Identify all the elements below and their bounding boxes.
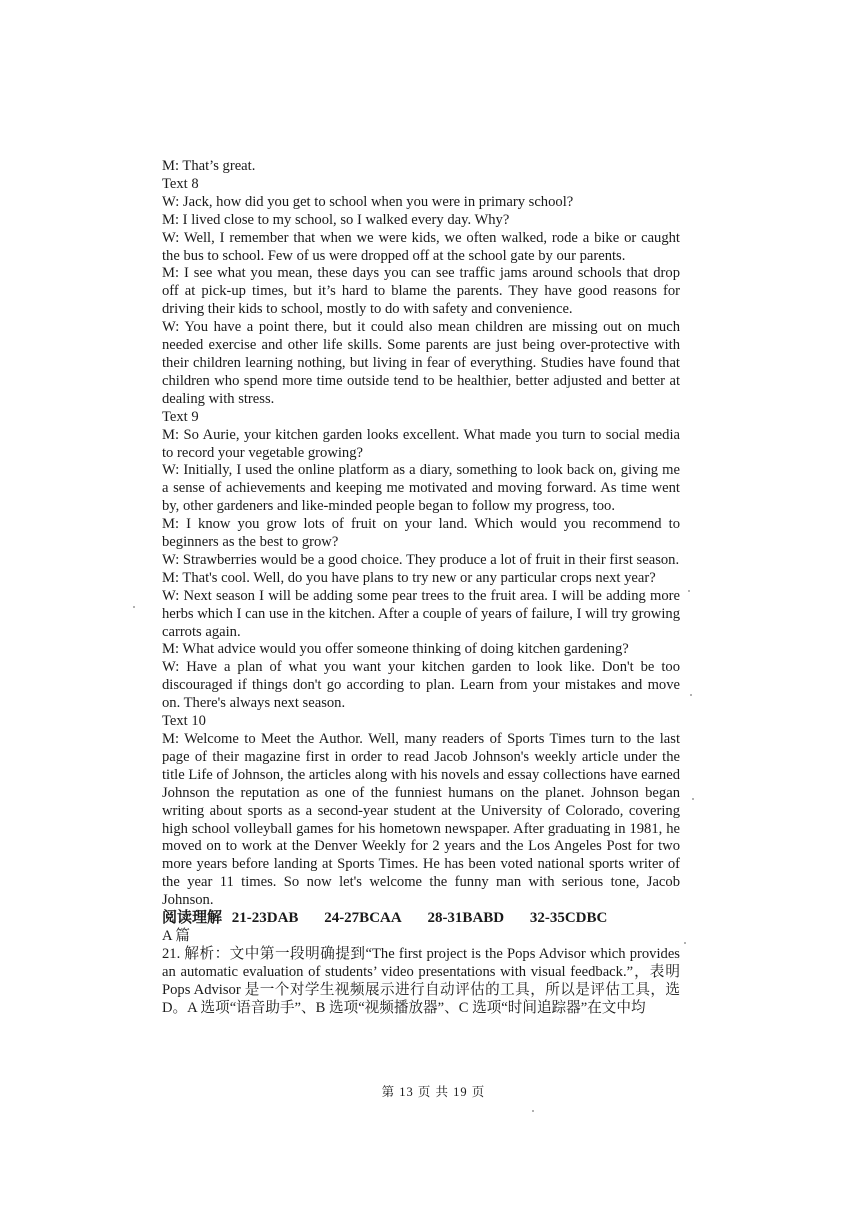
dialogue-line: W: Initially, I used the online platform as a diary, something to look back on, giving me a sense of achievements and keeping me motivated and moving forward. As time went by, other gardeners and like-minded people began to follow my progress, too. [162, 462, 680, 515]
dialogue-line: M: So Aurie, your kitchen garden looks excellent. What made you turn to social media to record your vegetable growing? [162, 426, 680, 461]
dialogue-line: W: Strawberries would be a good choice. They produce a lot of fruit in their first season. [162, 551, 680, 568]
dialogue-line: M: I know you grow lots of fruit on your land. Which would you recommend to beginners as the best to grow? [162, 516, 680, 551]
scan-speck [692, 798, 694, 800]
scan-speck [133, 606, 135, 608]
dialogue-line: M: I lived close to my school, so I walked every day. Why? [162, 211, 510, 228]
document-body [162, 158, 680, 1018]
dialogue-line: W: Have a plan of what you want your kitchen garden to look like. Don't be too discouraged if things don't go according to plan. Learn from your mistakes and move on. There's always next season. [162, 659, 680, 712]
explanation-paragraph: 21. 解析：文中第一段明确提到“The first project is the Pops Advisor which provides an automatic evaluation of students’ video presentations with visual feedback.”，表明 Pops Advisor 是一个对学生视频展示进行自动评估的工具，所以是评估工具，选 D。A 选项“语音助手”、B 选项“视频播放器”、C 选项“时间追踪器”在文中均 [162, 945, 680, 1016]
dialogue-line: W: Jack, how did you get to school when you were in primary school? [162, 193, 574, 210]
text-heading: Text 9 [162, 408, 199, 425]
dialogue-line: M: That's cool. Well, do you have plans to try new or any particular crops next year? [162, 569, 656, 586]
answer-key-label: 阅读理解 [162, 910, 223, 927]
scan-speck [688, 590, 690, 592]
dialogue-line: M: Welcome to Meet the Author. Well, many readers of Sports Times turn to the last page of their magazine first in order to read Jacob Johnson's weekly article under the title Life of Johnson, the articles along with his novels and essay collections have earned Johnson the reputation as one of the funniest humans on the planet. Johnson began writing about sports as a second-year student at the University of Colorado, covering high school volleyball games for his hometown newspaper. After graduating in 1981, he moved on to work at the Denver Weekly for 2 years and the Los Angeles Post for two more years before landing at Sports Times. He has been voted national sports writer of the year 11 times. So now let's welcome the funny man with serious tone, Jacob Johnson. [162, 731, 680, 909]
text-heading: Text 10 [162, 713, 206, 730]
page-number: 第 13 页 共 19 页 [381, 1085, 486, 1099]
answer-key [162, 910, 680, 928]
scan-speck [532, 1110, 534, 1112]
answer-group: 21-23DAB [231, 910, 299, 927]
text-heading: Text 8 [162, 175, 199, 192]
section-heading: A 篇 [162, 927, 190, 944]
dialogue-line: W: Next season I will be adding some pear trees to the fruit area. I will be adding more herbs which I can use in the kitchen. After a couple of years of failure, I will try growing carrots again. [162, 587, 680, 640]
answer-group: 32-35CDBC [529, 910, 608, 927]
answer-group: 24-27BCAA [324, 910, 402, 927]
answer-group: 28-31BABD [427, 910, 505, 927]
dialogue-line: W: Well, I remember that when we were kids, we often walked, rode a bike or caught the bus to school. Few of us were dropped off at the school gate by our parents. [162, 229, 680, 264]
dialogue-line: M: That’s great. [162, 158, 256, 174]
scan-speck [684, 942, 686, 944]
dialogue-line: M: What advice would you offer someone thinking of doing kitchen gardening? [162, 641, 629, 658]
dialogue-line: W: You have a point there, but it could also mean children are missing out on much needed exercise and other life skills. Some parents are just being over-protective with their children learning nothing, but living in fear of everything. Studies have found that children who spend more time outside tend to be healthier, better adjusted and better at dealing with stress. [162, 319, 680, 407]
scan-speck [690, 694, 692, 696]
dialogue-line: M: I see what you mean, these days you can see traffic jams around schools that drop off at pick-up times, but it’s hard to blame the parents. They have good reasons for driving their kids to school, mostly to do with safety and convenience. [162, 265, 680, 318]
